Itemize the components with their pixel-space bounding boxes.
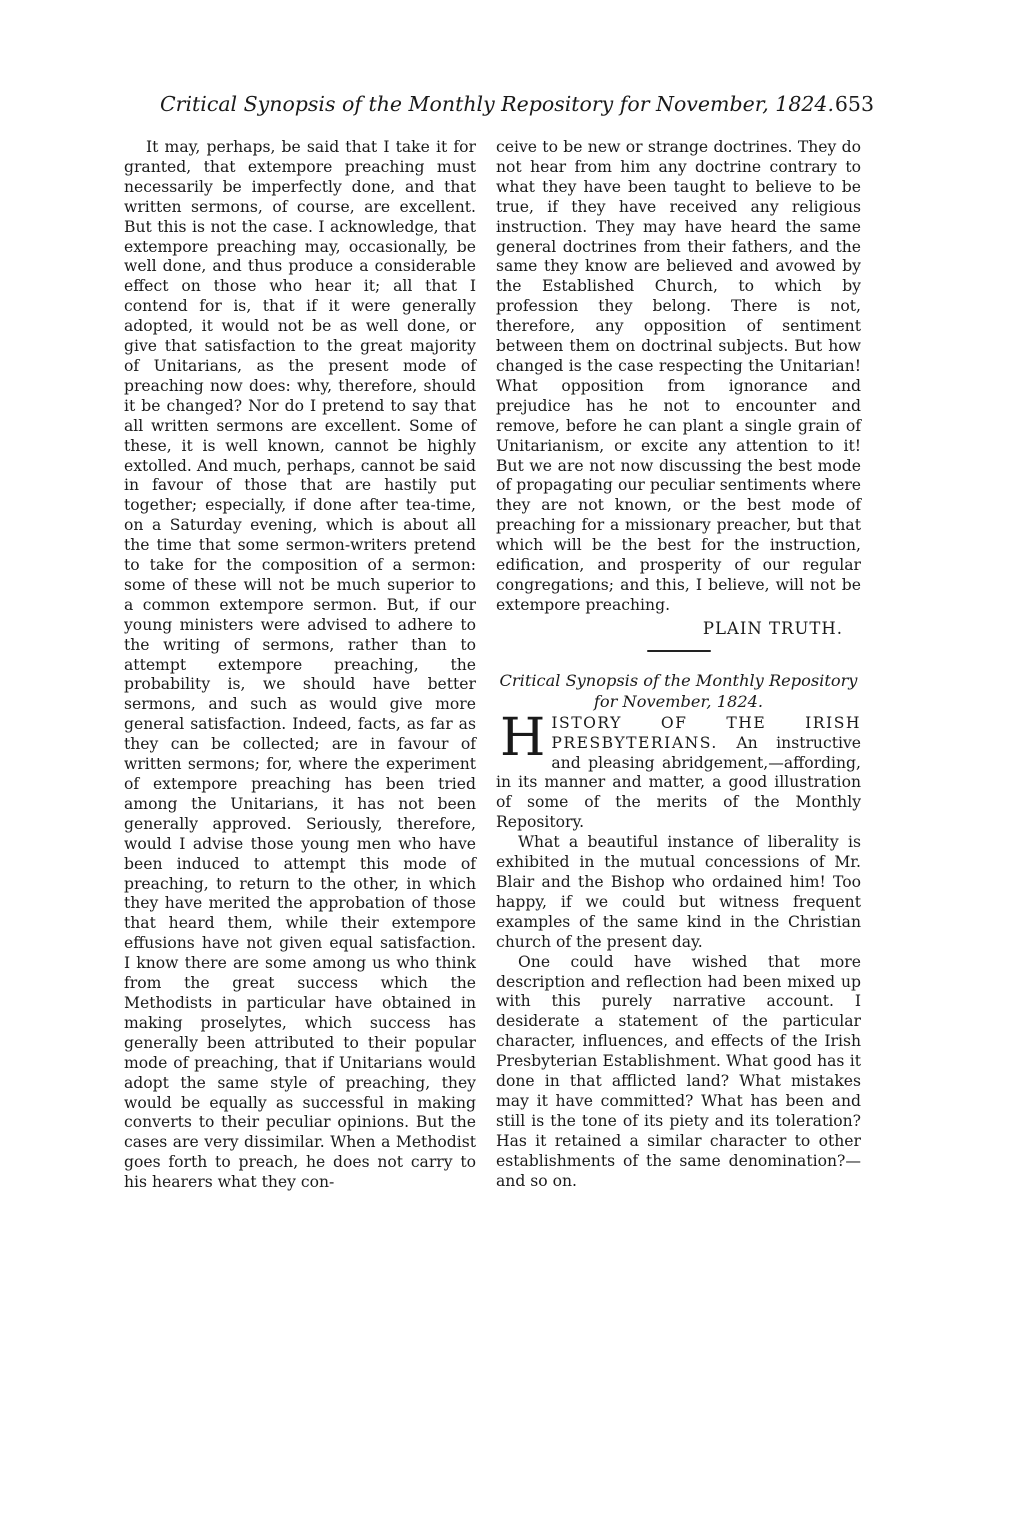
body-paragraph: One could have wished that more description and reflection had been mixed up with this purely narrative account. I desiderate a statement of the particular character, influences, and effects of the Irish Presbyterian Establishment. What good has it done in that afflicted land? What mistakes may it have committed? What has been and still is the tone of its piety and its toleration? Has it retained a similar character to other establishments of the same denomination?—and so on. <box>496 952 861 1190</box>
signature: PLAIN TRUTH. <box>702 618 843 638</box>
drop-cap: H <box>500 707 546 768</box>
section-divider <box>647 650 711 652</box>
running-header <box>160 92 880 122</box>
section-lead-paragraph <box>496 707 861 833</box>
continued-paragraph: ceive to be new or strange doctrines. They do not hear from him any doctrine contrary to what they have been taught to believe to be true, if they have received any religious instruction. They may have heard the same general doctrines from their fathers, and the same they know are believed and avowed by the Established Church, to which by profession they belong. There is not, therefore, any opposition of sentiment between them on doctrinal subjects. But how changed is the case respecting the Unitarian! What opposition from ignorance and prejudice has he not to encounter and remove, before he can plant a single grain of Unitarianism, or excite any attention to it! But we are not now discussing the best mode of propagating our peculiar sentiments where they are not known, or the best mode of preaching for a missionary preacher, but that which will be the best for the instruction, edification, and prosperity of our regular congregations; and this, I believe, will not be extempore preaching. <box>496 138 861 614</box>
left-column <box>124 138 476 1193</box>
section-lead-heading: ISTORY OF THE IRISH PRESBYTERIANS. <box>551 713 861 752</box>
running-title: Critical Synopsis of the Monthly Repository for November, 1824. <box>160 92 834 116</box>
section-lead-text: An instructive and pleasing abridgement,—affording, in its manner and matter, a good illustration of some of the merits of the Monthly Repository. <box>496 733 861 832</box>
page-number: 653 <box>834 92 874 116</box>
body-paragraph: What a beautiful instance of liberality is exhibited in the mutual concessions of Mr. Blair and the Bishop who ordained him! Too happy, if we could but witness frequent examples of the same kind in the Christian church of the present day. <box>496 833 861 951</box>
body-paragraph: It may, perhaps, be said that I take it for granted, that extempore preaching must necessarily be imperfectly done, and that written sermons, of course, are excellent. But this is not the case. I acknowledge, that extempore preaching may, occasionally, be well done, and thus produce a considerable effect on those who hear it; all that I contend for is, that if it were generally adopted, it would not be as well done, or give that satisfaction to the great majority of Unitarians, as the present mode of preaching now does: why, therefore, should it be changed? Nor do I pretend to say that all written sermons are excellent. Some of these, it is well known, cannot be highly extolled. And much, perhaps, cannot be said in favour of those that are hastily put together; especially, if done after tea-time, on a Saturday evening, which is about all the time that some sermon-writers pretend to take for the composition of a sermon: some of these will not be much superior to a common extempore sermon. But, if our young ministers were advised to adhere to the writing of sermons, rather than to attempt extempore preaching, the probability is, we should have better sermons, and such as would give more general satisfaction. Indeed, facts, as far as they can be collected; are in favour of written sermons; for, where the experiment of extempore preaching has been tried among the Unitarians, it has not been generally approved. Seriously, therefore, would I advise those young men who have been induced to attempt this mode of preaching, to return to the other, in which they have merited the approbation of those that heard them, while their extempore effusions have not given equal satisfaction. I know there are some among us who think from the great success which the Methodists in particular have obtained in making proselytes, which success has generally been attributed to their popular mode of preaching, that if Unitarians would adopt the same style of preaching, they would be equally as successful in making converts to their peculiar opinions. But the cases are very dissimilar. When a Methodist goes forth to preach, he does not carry to his hearers what they con- <box>124 138 476 1192</box>
right-column <box>496 138 861 1192</box>
section-title: Critical Synopsis of the Monthly Repository for November, 1824. <box>499 670 858 711</box>
